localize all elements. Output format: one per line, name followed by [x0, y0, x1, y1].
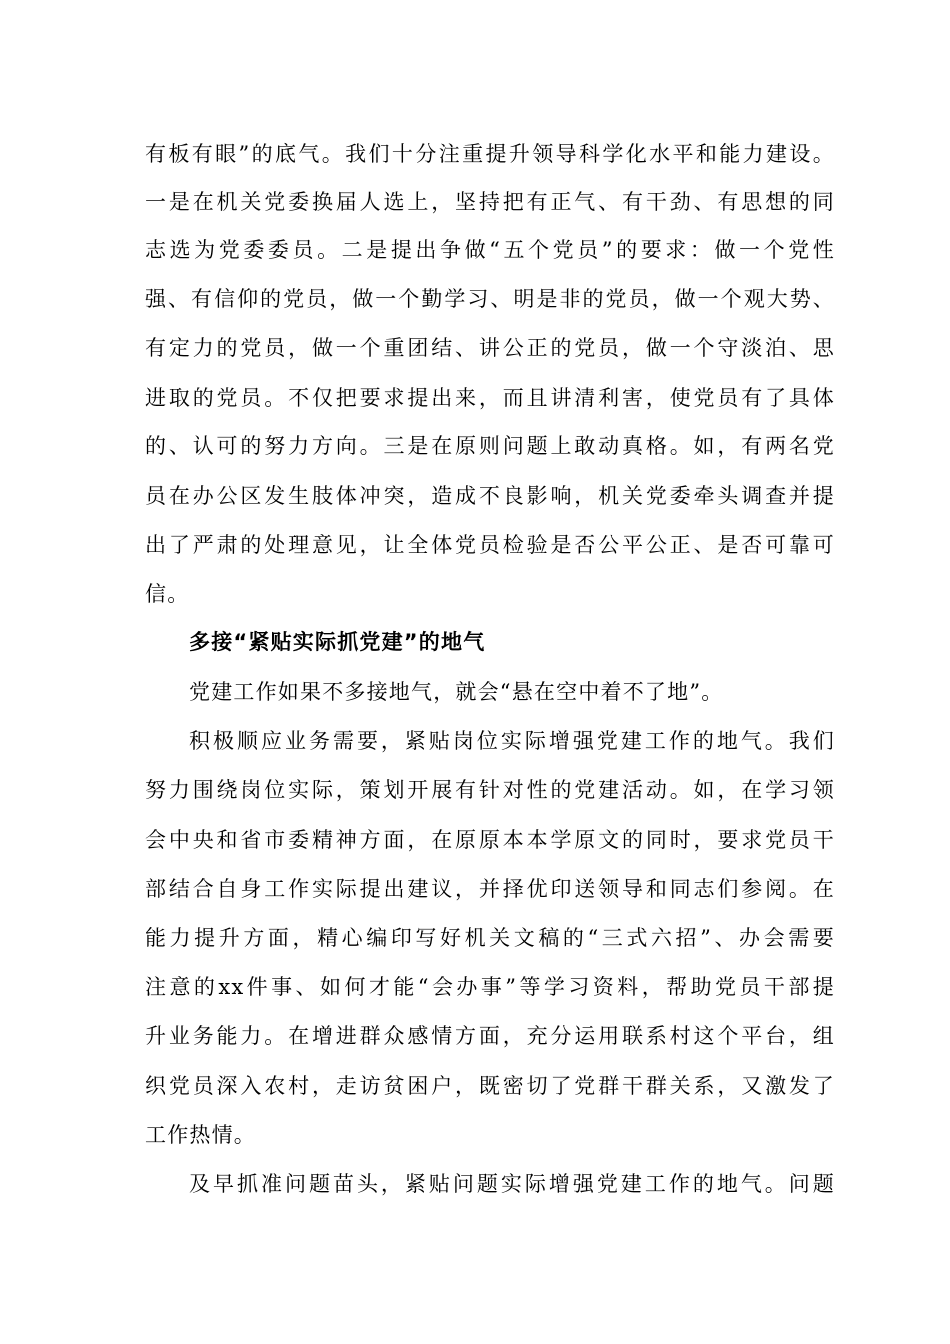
body-text-line: 进取的党员。不仅把要求提出来，而且讲清利害，使党员有了具体	[145, 386, 835, 410]
body-text-line: 能力提升方面，精心编印写好机关文稿的“三式六招”、办会需要	[145, 926, 835, 950]
body-text-line: 会中央和省市委精神方面，在原原本本学原文的同时，要求党员干	[145, 828, 835, 852]
body-text-line: 努力围绕岗位实际，策划开展有针对性的党建活动。如，在学习领	[145, 778, 835, 802]
body-text-line: 一是在机关党委换届人选上，坚持把有正气、有干劲、有思想的同	[145, 190, 835, 214]
body-text-line: 员在办公区发生肢体冲突，造成不良影响，机关党委牵头调查并提	[145, 484, 835, 508]
body-text-line: 志选为党委委员。二是提出争做“五个党员”的要求：做一个党性	[145, 238, 835, 262]
body-text-line: 织党员深入农村，走访贫困户，既密切了党群干群关系，又激发了	[145, 1074, 835, 1098]
body-text-line: 有板有眼”的底气。我们十分注重提升领导科学化水平和能力建设。	[145, 142, 835, 166]
body-text-line: 出了严肃的处理意见，让全体党员检验是否公平公正、是否可靠可	[145, 533, 835, 557]
body-text-line: 有定力的党员，做一个重团结、讲公正的党员，做一个守淡泊、思	[145, 336, 835, 360]
body-text-line: 及早抓准问题苗头，紧贴问题实际增强党建工作的地气。问题	[189, 1172, 835, 1196]
body-text-line: 注意的xx件事、如何才能“会办事”等学习资料，帮助党员干部提	[145, 975, 835, 999]
body-text-line: 升业务能力。在增进群众感情方面，充分运用联系村这个平台，组	[145, 1024, 835, 1048]
body-text-line: 工作热情。	[145, 1123, 256, 1147]
body-text-line: 部结合自身工作实际提出建议，并择优印送领导和同志们参阅。在	[145, 877, 835, 901]
body-text-line: 积极顺应业务需要，紧贴岗位实际增强党建工作的地气。我们	[189, 729, 835, 753]
section-heading: 多接“紧贴实际抓党建”的地气	[189, 630, 486, 654]
body-text-line: 信。	[145, 582, 190, 606]
body-text-line: 的、认可的努力方向。三是在原则问题上敢动真格。如，有两名党	[145, 434, 835, 458]
body-text-line: 党建工作如果不多接地气，就会“悬在空中着不了地”。	[189, 680, 724, 704]
body-text-line: 强、有信仰的党员，做一个勤学习、明是非的党员，做一个观大势、	[145, 287, 835, 311]
